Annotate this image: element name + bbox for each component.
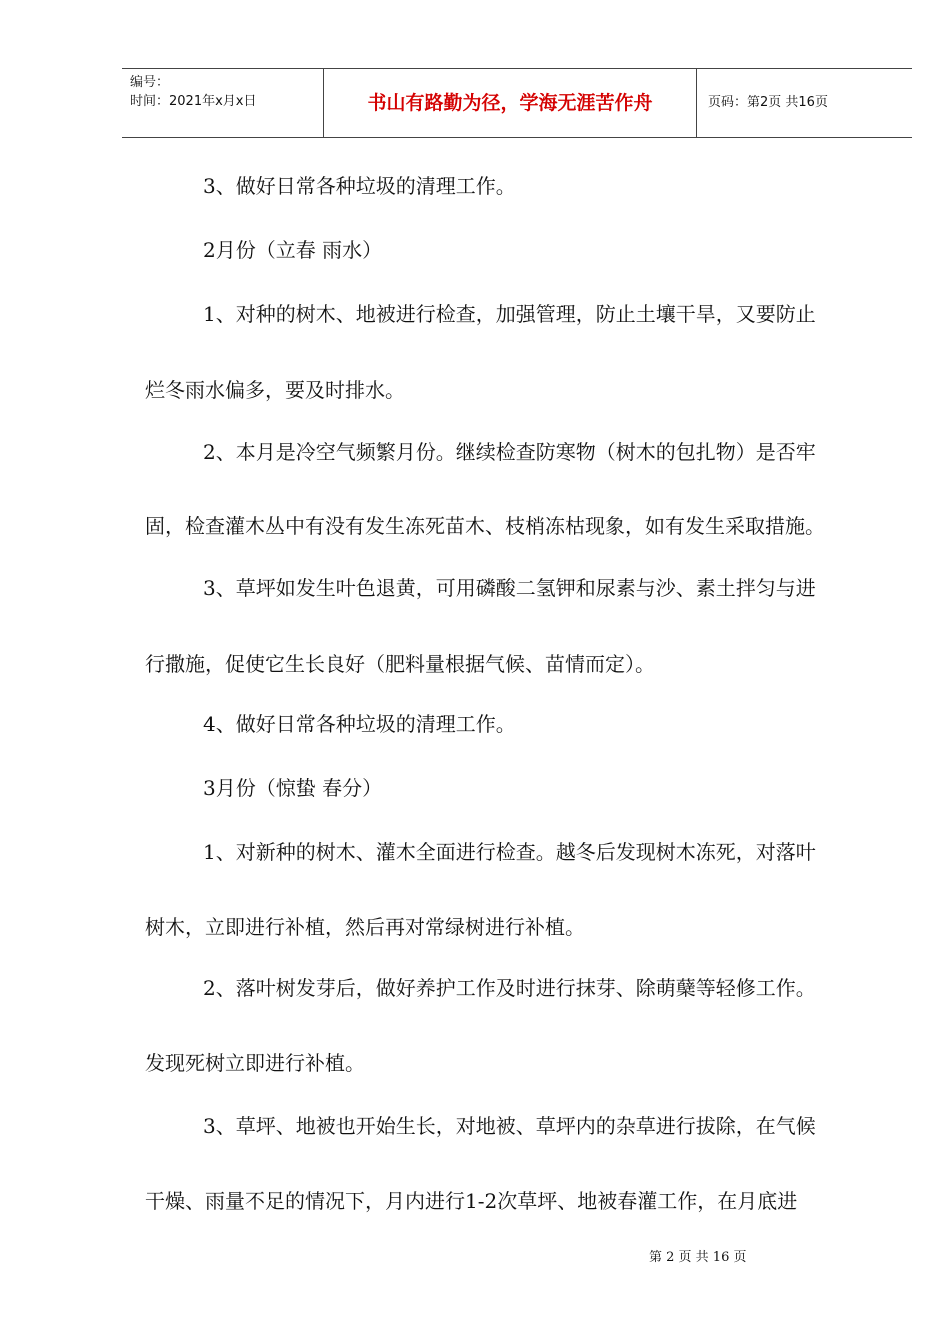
paragraph-line: 行撒施，促使它生长良好（肥料量根据气候、苗情而定）。	[145, 652, 655, 676]
document-number-label: 编号：	[130, 75, 170, 90]
page-header	[122, 68, 912, 138]
paragraph-line: 3、草坪、地被也开始生长，对地被、草坪内的杂草进行拔除，在气候	[203, 1114, 816, 1138]
paragraph-line: 树木，立即进行补植，然后再对常绿树进行补植。	[145, 915, 585, 939]
paragraph-line: 2、落叶树发芽后，做好养护工作及时进行抹芽、除萌蘖等轻修工作。	[203, 976, 816, 1000]
paragraph-line: 3、做好日常各种垃圾的清理工作。	[203, 174, 516, 198]
paragraph-line: 固，检查灌木丛中有没有发生冻死苗木、枝梢冻枯现象，如有发生采取措施。	[145, 514, 825, 538]
header-motto: 书山有路勤为径，学海无涯苦作舟	[367, 92, 653, 114]
paragraph-line: 烂冬雨水偏多，要及时排水。	[145, 378, 405, 402]
paragraph-line: 3、草坪如发生叶色退黄，可用磷酸二氢钾和尿素与沙、素土拌匀与进	[203, 576, 816, 600]
paragraph-line: 1、对新种的树木、灌木全面进行检查。越冬后发现树木冻死，对落叶	[203, 840, 816, 864]
paragraph-line: 干燥、雨量不足的情况下，月内进行1-2次草坪、地被春灌工作，在月底进	[145, 1189, 798, 1213]
section-heading: 3月份（惊蛰 春分）	[203, 776, 383, 800]
header-meta	[130, 73, 256, 111]
paragraph-line: 2、本月是冷空气频繁月份。继续检查防寒物（树木的包扎物）是否牢	[203, 440, 816, 464]
paragraph-line: 发现死树立即进行补植。	[145, 1051, 365, 1075]
document-time: 时间：2021年x月x日	[130, 94, 257, 109]
footer-page-number: 第 2 页 共 16 页	[649, 1250, 747, 1265]
paragraph-line: 1、对种的树木、地被进行检查，加强管理，防止土壤干旱，又要防止	[203, 302, 816, 326]
header-page-info: 页码：第2页 共16页	[708, 95, 828, 110]
header-divider	[696, 69, 697, 137]
paragraph-line: 4、做好日常各种垃圾的清理工作。	[203, 712, 516, 736]
section-heading: 2月份（立春 雨水）	[203, 238, 383, 262]
